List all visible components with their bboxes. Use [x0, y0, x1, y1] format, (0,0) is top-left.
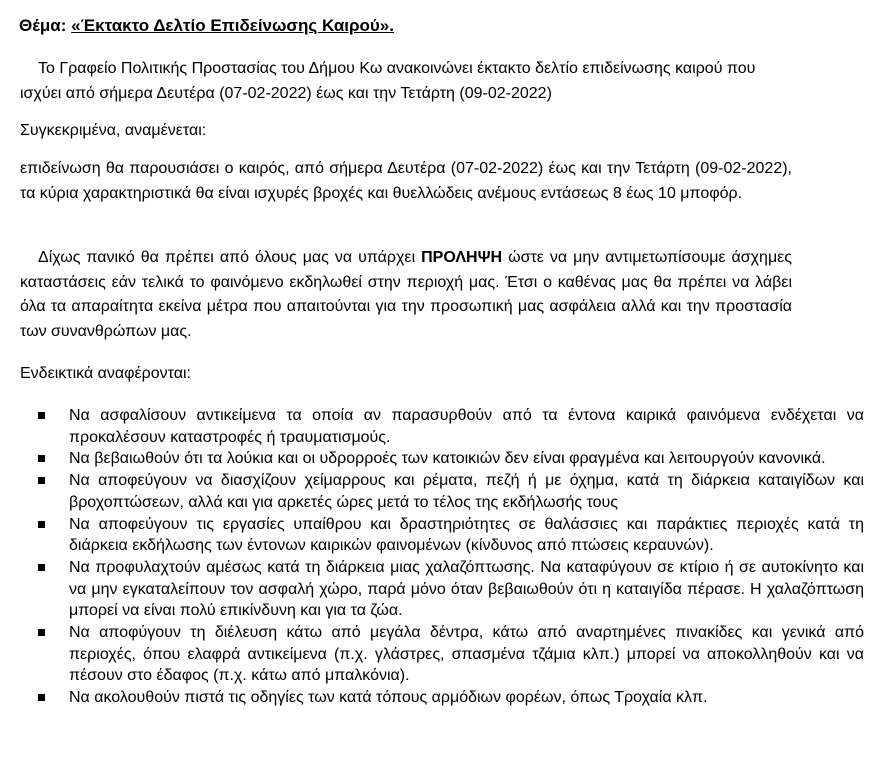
list-item [0, 470, 864, 513]
square-bullet-icon [38, 477, 45, 484]
list-item [0, 687, 864, 709]
prevention-emphasis: ΠΡΟΛΗΨΗ [421, 249, 503, 266]
square-bullet-icon [38, 694, 45, 701]
specifically-paragraph: Συγκεκριμένα, αναμένεται: [20, 122, 207, 139]
list-item [0, 557, 864, 622]
list-item-text: Να αποφεύγουν τις εργασίες υπαίθρου και δραστηριότητες σε θαλάσσιες και παράκτιες περιοχές κατά τη διάρκεια εκδήλωσης των έντονων καιρικών φαινομένων (κίνδυνος από πτώσεις κεραυνών). [69, 515, 864, 555]
prevention-paragraph [20, 246, 792, 344]
square-bullet-icon [38, 455, 45, 462]
subject-label: Θέμα [19, 16, 61, 35]
list-item-text: Να ασφαλίσουν αντικείμενα τα οποία αν παρασυρθούν από τα έντονα καιρικά φαινόμενα ενδέχεται να προκαλέσουν καταστροφές ή τραυματισμούς. [69, 407, 864, 446]
list-item [0, 514, 864, 557]
subject-heading [19, 15, 394, 37]
list-item [0, 622, 864, 687]
list-item-text: Να αποφεύγουν να διασχίζουν χείμαρρους και ρέματα, πεζή ή με όχημα, κατά τη διάρκεια καταιγίδων και βροχοπτώσεων, αλλά και για αρκετές ώρες μετά το τέλος της εκδήλωσής τους [69, 472, 864, 511]
square-bullet-icon [38, 412, 45, 419]
square-bullet-icon [38, 629, 45, 636]
prevention-text-start: Δίχως πανικό θα πρέπει από όλους μας να υπάρχει [38, 249, 422, 266]
indicative-paragraph: Ενδεικτικά αναφέρονται: [20, 365, 191, 382]
square-bullet-icon [38, 521, 45, 528]
list-item [0, 448, 864, 470]
prevention-text-end: ώστε να μην αντιμετωπίσουμε άσχημες καταστάσεις εάν τελικά το φαινόμενο εκδηλωθεί στην περιοχή μας. Έτσι ο καθένας μας θα πρέπει να λάβει όλα τα απαραίτητα εκείνα μέτρα που απαιτούνται για την προσωπική μας ασφάλεια αλλά και την προστασία των συνανθρώπων μας. [20, 249, 793, 340]
subject-separator: : [60, 16, 72, 35]
list-item-text: Να αποφύγουν τη διέλευση κάτω από μεγάλα δέντρα, κάτω από αναρτημένες πινακίδες και γενικά από περιοχές, όπου ελαφρά αντικείμενα (π.χ. γλάστρες, σπασμένα τζάμια κλπ.) μπορεί να αποκολληθούν και να πέσουν στο έδαφος (π.χ. κάτω από μπαλκόνια). [69, 624, 864, 685]
instructions-list [0, 405, 888, 709]
subject-text: «Έκτακτο Δελτίο Επιδείνωσης Καιρού». [71, 16, 394, 35]
forecast-paragraph: επιδείνωση θα παρουσιάσει ο καιρός, από σήμερα Δευτέρα (07-02-2022) έως και την Τετάρτη (09-02-2022), τα κύρια χαρακτηριστικά θα είναι ισχυρές βροχές και θυελλώδεις ανέμους εντάσεως 8 έως 10 μποφόρ. [20, 160, 792, 202]
list-item [0, 405, 864, 448]
list-item-text: Να βεβαιωθούν ότι τα λούκια και οι υδρορροές των κατοικιών δεν είναι φραγμένα και λειτουργούν κανονικά. [69, 450, 826, 468]
list-item-text: Να ακολουθούν πιστά τις οδηγίες των κατά τόπους αρμόδιων φορέων, όπως Τροχαία κλπ. [69, 689, 708, 707]
intro-paragraph: Το Γραφείο Πολιτικής Προστασίας του Δήμου Κω ανακοινώνει έκτακτο δελτίο επιδείνωσης καιρού που ισχύει από σήμερα Δευτέρα (07-02-2022) έως και την Τετάρτη (09-02-2022) [20, 60, 756, 102]
list-item-text: Να προφυλαχτούν αμέσως κατά τη διάρκεια μιας χαλαζόπτωσης. Να καταφύγουν σε κτίριο ή σε αυτοκίνητο και να μην εγκαταλείπουν τον ασφαλή χώρο, παρά μόνο όταν βεβαιωθούν ότι η καταιγίδα πέρασε. Η χαλαζόπτωση μπορεί να είναι πολύ επικίνδυνη και για τα ζώα. [69, 558, 864, 620]
square-bullet-icon [38, 564, 45, 571]
